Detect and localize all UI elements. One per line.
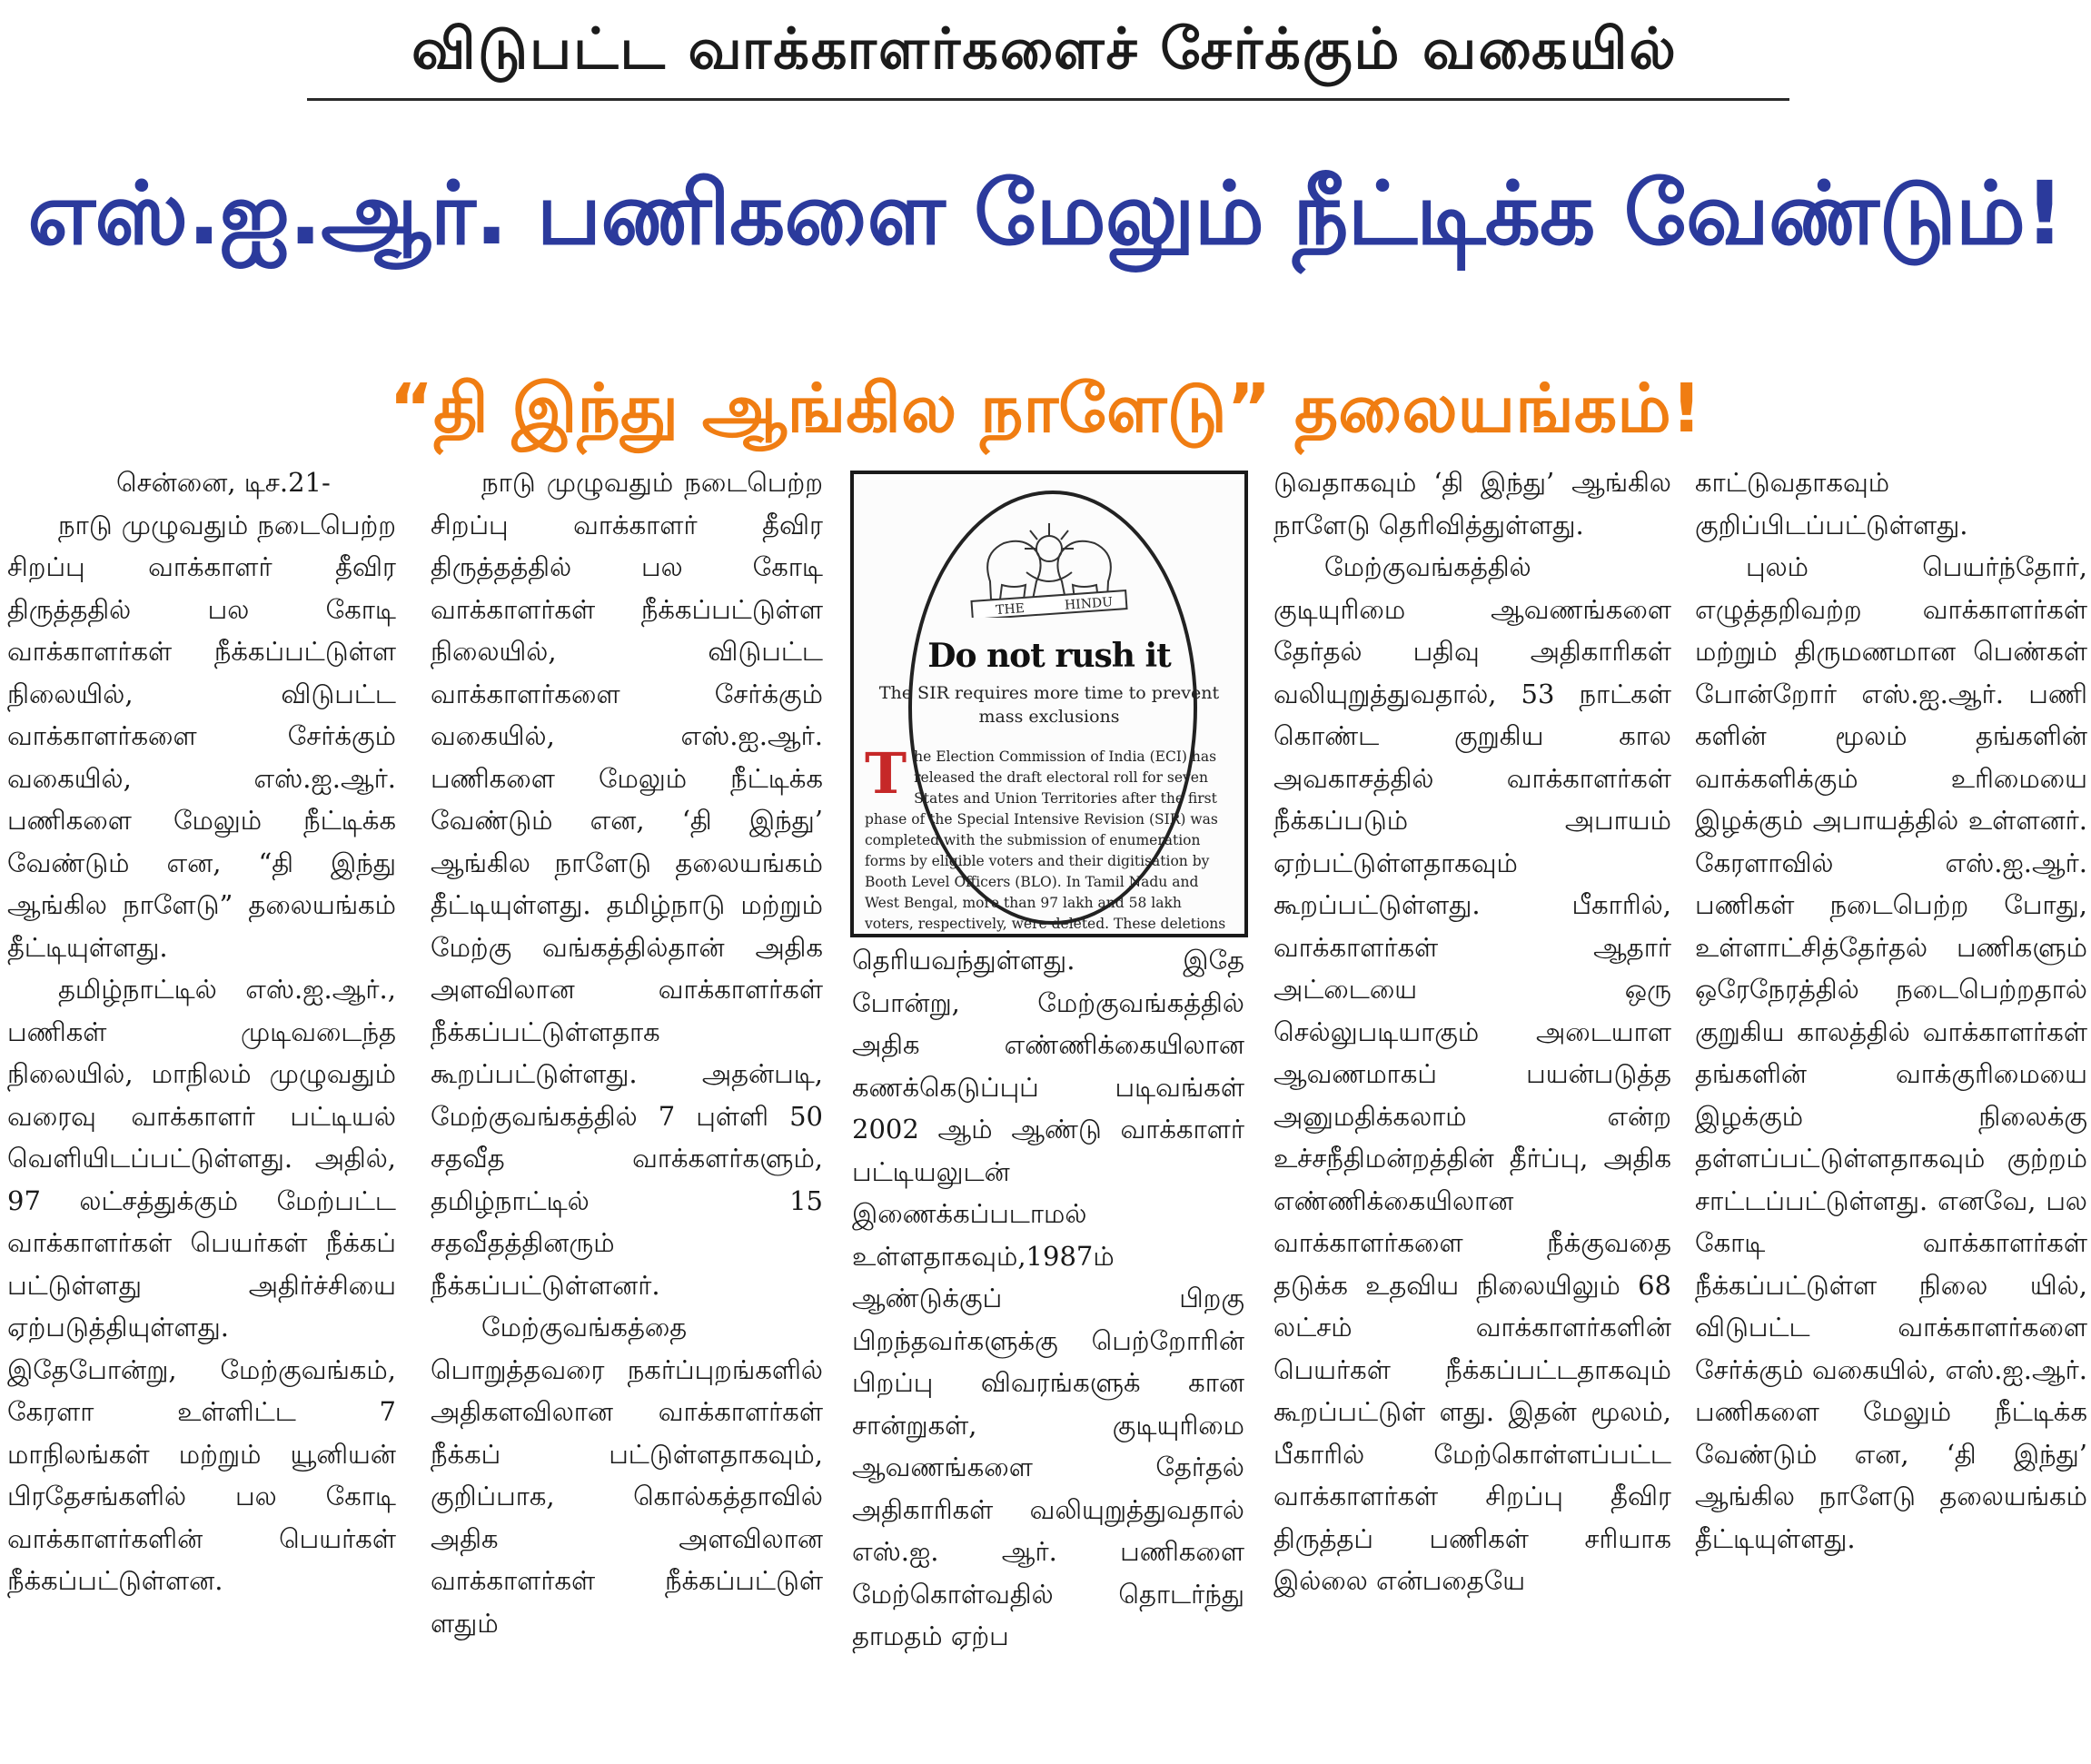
subhead [0,354,2091,463]
paragraph: காட்டுவதாகவும் குறிப்பிடப்பட்டுள்ளது. [1695,467,1968,540]
paragraph: தமிழ்நாட்டில் எஸ்.ஐ.ஆர்., பணிகள் முடிவடைந்த நிலையில், மாநிலம் முழுவதும் வரைவு வாக்காளர் பட்டியல் வெளியிடப்பட்டுள்ளது. அதில், 97 லட்சத்துக்கும் மேற்பட்ட வாக்காளர்கள் பெயர்கள் நீக்கப் பட்டுள்ளது அதிர்ச்சியை ஏற்படுத்தியுள்ளது. இதேபோன்று, மேற்குவங்கம், கேரளா உள்ளிட்ட 7 மாநிலங்கள் மற்றும் யூனியன் பிரதேசங்களில் பல கோடி வாக்காளர்களின் பெயர்கள் நீக்கப்பட்டுள்ளன. [7,974,396,1596]
masthead-right: HINDU [1064,595,1114,613]
clipping-title: Do not rush it [927,637,1171,675]
paragraph: மேற்குவங்கத்தில் குடியுரிமை ஆவணங்களை தேர்தல் பதிவு அதிகாரிகள் வலியுறுத்துவதால், 53 நாட்கள் கொண்ட குறுகிய கால அவகாசத்தில் வாக்காளர்கள் நீக்கப்படும் அபாயம் ஏற்பட்டுள்ளதாகவும் கூறப்பட்டுள்ளது. பீகாரில், வாக்காளர்கள் ஆதார் அட்டையை ஒரு செல்லுபடியாகும் அடையாள ஆவணமாகப் பயன்படுத்த அனுமதிக்கலாம் என்ற உச்சநீதிமன்றத்தின் தீர்ப்பு, அதிக எண்ணிக்கையிலான வாக்காளர்களை நீக்குவதை தடுக்க உதவிய நிலையிலும் 68 லட்சம் வாக்காளர்களின் பெயர்கள் நீக்கப்பட்டதாகவும் கூறப்பட்டுள் ளது. இதன் மூலம், பீகாரில் மேற்கொள்ளப்பட்ட வாக்காளர்கள் சிறப்பு தீவிர திருத்தப் பணிகள் சரியாக இல்லை என்பதையே [1273,551,1671,1596]
article-column-2 [431,461,823,1751]
paragraph: மேற்குவங்கத்தை பொறுத்தவரை நகர்ப்புறங்களில் அதிகளவிலான வாக்காளர்கள் நீக்கப் பட்டுள்ளதாகவும், குறிப்பாக, கொல்கத்தாவில் அதிக அளவிலான வாக்காளர்கள் நீக்கப்பட்டுள் ளதும் [431,1312,823,1639]
article-column-1 [7,461,396,1751]
paragraph: தெரியவந்துள்ளது. இதே போன்று, மேற்குவங்கத்தில் அதிக எண்ணிக்கையிலான கணக்கெடுப்புப் படிவங்கள் 2002 ஆம் ஆண்டு வாக்காளர் பட்டியலுடன் இணைக்கப்படாமல் உள்ளதாகவும்,1987ம் ஆண்டுக்குப் பிறகு பிறந்தவர்களுக்கு பெற்றோரின் பிறப்பு விவரங்களுக் கான சான்றுகள், குடியுரிமை ஆவணங்களை தேர்தல் அதிகாரிகள் வலியுறுத்துவதால் எஸ்.ஐ. ஆர். பணிகளை மேற்கொள்வதில் தொடர்ந்து தாமதம் ஏற்ப [852,945,1244,1651]
paragraph: நாடு முழுவதும் நடைபெற்ற சிறப்பு வாக்காளர் தீவிர திருத்தத்தில் பல கோடி வாக்காளர்கள் நீக்கப்பட்டுள்ள நிலையில், விடுபட்ட வாக்காளர்களை சேர்க்கும் வகையில், எஸ்.ஐ.ஆர். பணிகளை மேலும் நீட்டிக்க வேண்டும் என, ‘தி இந்து’ ஆங்கில நாளேடு தலையங்கம் தீட்டியுள்ளது. தமிழ்நாடு மற்றும் மேற்கு வங்கத்தில்தான் அதிக அளவிலான வாக்காளர்கள் நீக்கப்பட்டுள்ளதாக கூறப்பட்டுள்ளது. அதன்படி, மேற்குவங்கத்தில் 7 புள்ளி 50 சதவீத வாக்களர்களும், தமிழ்நாட்டில் 15 சதவீதத்தினரும் நீக்கப்பட்டுள்ளனர். [431,467,823,1301]
paragraph: டுவதாகவும் ‘தி இந்து’ ஆங்கில நாளேடு தெரிவித்துள்ளது. [1273,467,1671,540]
clipping-deck: The SIR requires more time to prevent mass exclusions [878,683,1220,727]
the-hindu-elephant-logo-icon [963,518,1135,618]
paragraph: புலம் பெயர்ந்தோர், எழுத்தறிவற்ற வாக்காளர்கள் மற்றும் திருமணமான பெண்கள் போன்றோர் எஸ்.ஐ.ஆர். பணி களின் மூலம் தங்களின் வாக்களிக்கும் உரிமையை இழக்கும் அபாயத்தில் உள்ளனர். கேரளாவில் எஸ்.ஐ.ஆர். பணிகள் நடைபெற்ற போது, உள்ளாட்சித்தேர்தல் பணிகளும் ஒரேநேரத்தில் நடைபெற்றதால் குறுகிய காலத்தில் வாக்காளர்கள் தங்களின் வாக்குரிமையை இழக்கும் நிலைக்கு தள்ளப்பட்டுள்ளதாகவும் குற்றம் சாட்டப்பட்டுள்ளது. எனவே, பல கோடி வாக்காளர்கள் நீக்கப்பட்டுள்ள நிலை யில், விடுபட்ட வாக்காளர்களை சேர்க்கும் வகையில், எஸ்.ஐ.ஆர். பணிகளை மேலும் நீட்டிக்க வேண்டும் என, ‘தி இந்து’ ஆங்கில நாளேடு தலையங்கம் தீட்டியுள்ளது. [1695,551,2087,1554]
masthead-left: THE [995,600,1026,618]
article-column-4 [1273,461,1671,1751]
clipping-body-text: he Election Commission of India (ECI) has released the draft electoral roll for seven States and Union Territories after the first phase of the Special Intensive Revision (SIR) was completed with the submission of enumeration forms by eligible voters and their digitisation by Booth Level Officers (BLO). In Tamil Nadu and West Bengal, more than 97 lakh and 58 lakh voters, respectively, were deleted. These deletions [865,748,1226,932]
subhead-rest: தலையங்கம்! [1271,370,1702,448]
headline: எஸ்.ஐ.ஆர். பணிகளை மேலும் நீட்டிக்க வேண்டும்! [27,163,2064,264]
clipping-body [865,740,1232,935]
hindu-editorial-clipping [850,471,1248,937]
subhead-quote: “தி இந்து ஆங்கில நாளேடு” [389,370,1272,448]
paragraph: நாடு முழுவதும் நடைபெற்ற சிறப்பு வாக்காளர் தீவிர திருத்ததில் பல கோடி வாக்காளர்கள் நீக்கப்பட்டுள்ள நிலையில், விடுபட்ட வாக்காளர்களை சேர்க்கும் வகையில், எஸ்.ஐ.ஆர். பணிகளை மேலும் நீட்டிக்க வேண்டும் என, “தி இந்து ஆங்கில நாளேடு” தலையங்கம் தீட்டியுள்ளது. [7,509,396,963]
dateline: சென்னை, டிச.21- [116,467,331,498]
kicker-rule [307,98,1789,101]
kicker: விடுபட்ட வாக்காளர்களைச் சேர்க்கும் வகையில் [411,15,1678,82]
article-column-3 [852,939,1244,1757]
clipping-dropcap: T [865,740,907,807]
article-column-5 [1695,461,2087,1751]
